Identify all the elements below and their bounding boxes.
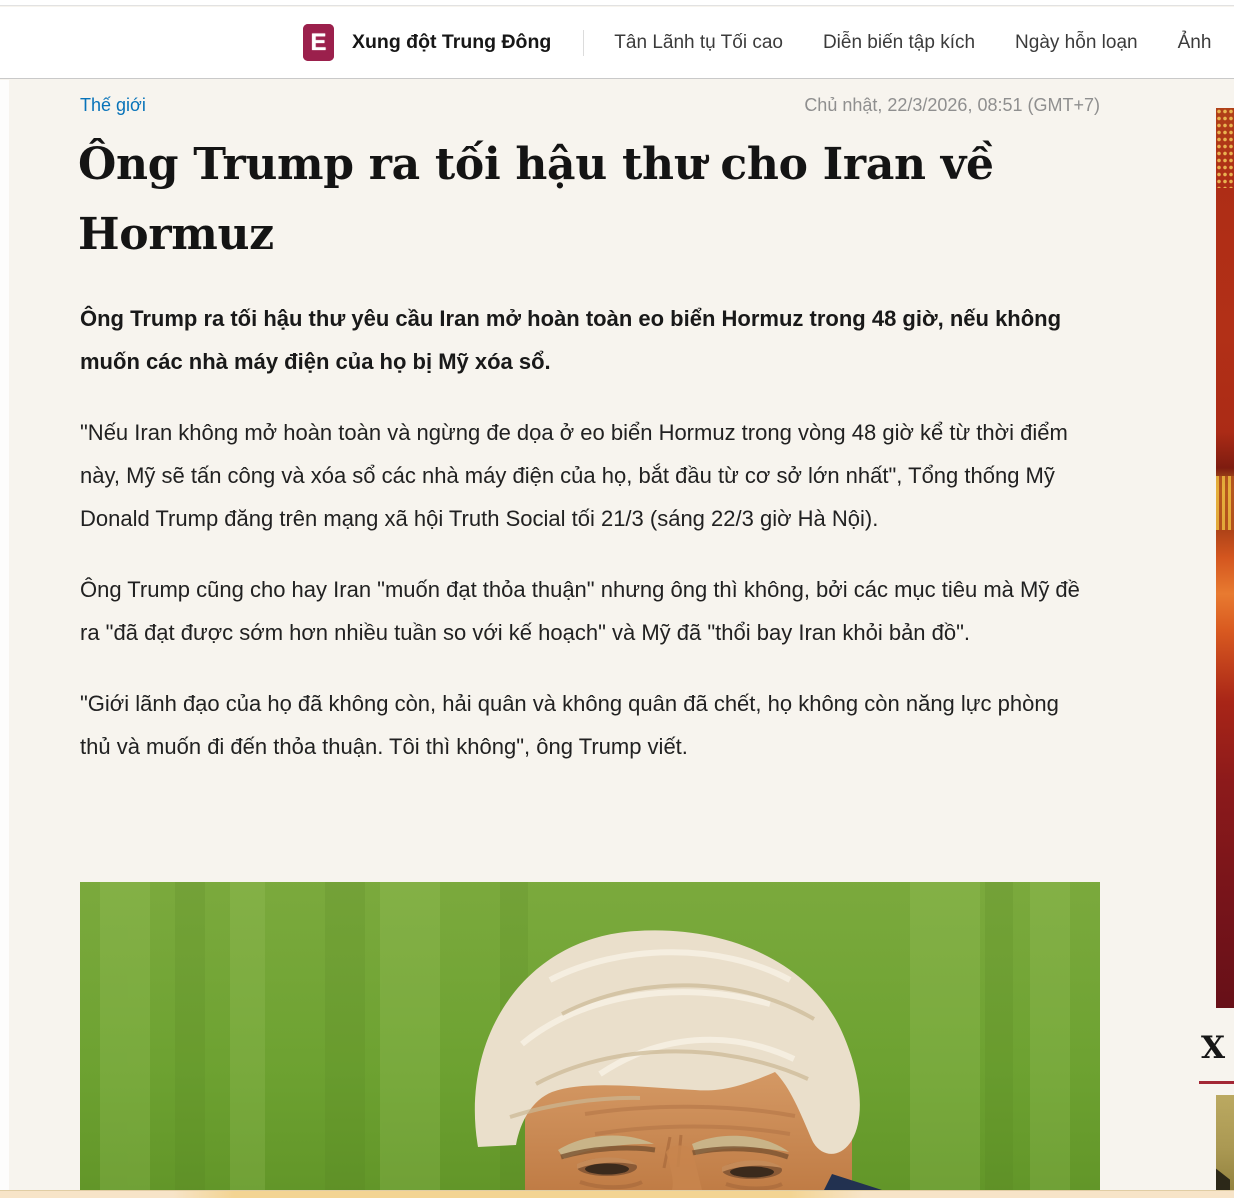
article-body bbox=[80, 297, 1080, 796]
logo-letter: E bbox=[310, 28, 327, 56]
nav-item-ngay-hon-loan[interactable]: Ngày hỗn loạn bbox=[1015, 31, 1138, 53]
bottom-sticky-banner[interactable] bbox=[0, 1190, 1234, 1198]
nav-topic-title[interactable]: Xung đột Trung Đông bbox=[352, 31, 552, 53]
vnexpress-logo-icon[interactable] bbox=[303, 24, 334, 61]
article-paragraph: "Giới lãnh đạo của họ đã không còn, hải quân và không quân đã chết, họ không còn năng lực phòng thủ và muốn đi đến thỏa thuận. Tôi thì không", ông Trump viết. bbox=[80, 691, 1059, 759]
topic-navbar bbox=[0, 7, 1234, 79]
article-paragraph: "Nếu Iran không mở hoàn toàn và ngừng đe dọa ở eo biển Hormuz trong vòng 48 giờ kể từ thời điểm này, Mỹ sẽ tấn công và xóa sổ các nhà máy điện của họ, bắt đầu từ cơ sở lớn nhất", Tổng thống Mỹ Donald Trump đăng trên mạng xã hội Truth Social tối 21/3 (sáng 22/3 giờ Hà Nội). bbox=[80, 420, 1068, 531]
right-rail-article-thumbnail[interactable] bbox=[1216, 1095, 1234, 1190]
article-paragraph: Ông Trump cũng cho hay Iran "muốn đạt thỏa thuận" nhưng ông thì không, bởi các mục tiêu mà Mỹ đề ra "đã đạt được sớm hơn nhiều tuần so với kế hoạch" và Mỹ đã "thổi bay Iran khỏi bản đồ". bbox=[80, 577, 1080, 645]
article-title bbox=[78, 130, 1058, 270]
nav-item-anh[interactable]: Ảnh bbox=[1177, 31, 1212, 53]
nav-divider bbox=[583, 30, 584, 56]
article-title-line-1: Ông Trump ra tối hậu thư cho Iran về bbox=[78, 139, 994, 190]
article-meta-row bbox=[80, 95, 1100, 116]
right-rail-heading-text: X bbox=[1201, 1030, 1226, 1066]
right-rail-ad-image[interactable] bbox=[1216, 108, 1234, 1008]
nav-item-tan-lanh-tu-toi-cao[interactable]: Tân Lãnh tụ Tối cao bbox=[614, 31, 783, 53]
article-lead: Ông Trump ra tối hậu thư yêu cầu Iran mở hoàn toàn eo biển Hormuz trong 48 giờ, nếu không muốn các nhà máy điện của họ bị Mỹ xóa sổ. bbox=[80, 306, 1062, 374]
right-rail-section-heading bbox=[1201, 1030, 1226, 1066]
left-page-margin bbox=[0, 80, 9, 1190]
browser-top-strip bbox=[0, 0, 1234, 6]
right-rail-heading-underline bbox=[1199, 1081, 1234, 1084]
breadcrumb-category[interactable]: Thế giới bbox=[80, 95, 146, 115]
topic-subnav bbox=[614, 32, 1211, 54]
article-photo-trump bbox=[80, 882, 1100, 1190]
nav-item-dien-bien-tap-kich[interactable]: Diễn biến tập kích bbox=[822, 31, 976, 53]
article-datetime: Chủ nhật, 22/3/2026, 08:51 (GMT+7) bbox=[804, 95, 1100, 115]
article-title-line-2: Hormuz bbox=[78, 209, 274, 260]
